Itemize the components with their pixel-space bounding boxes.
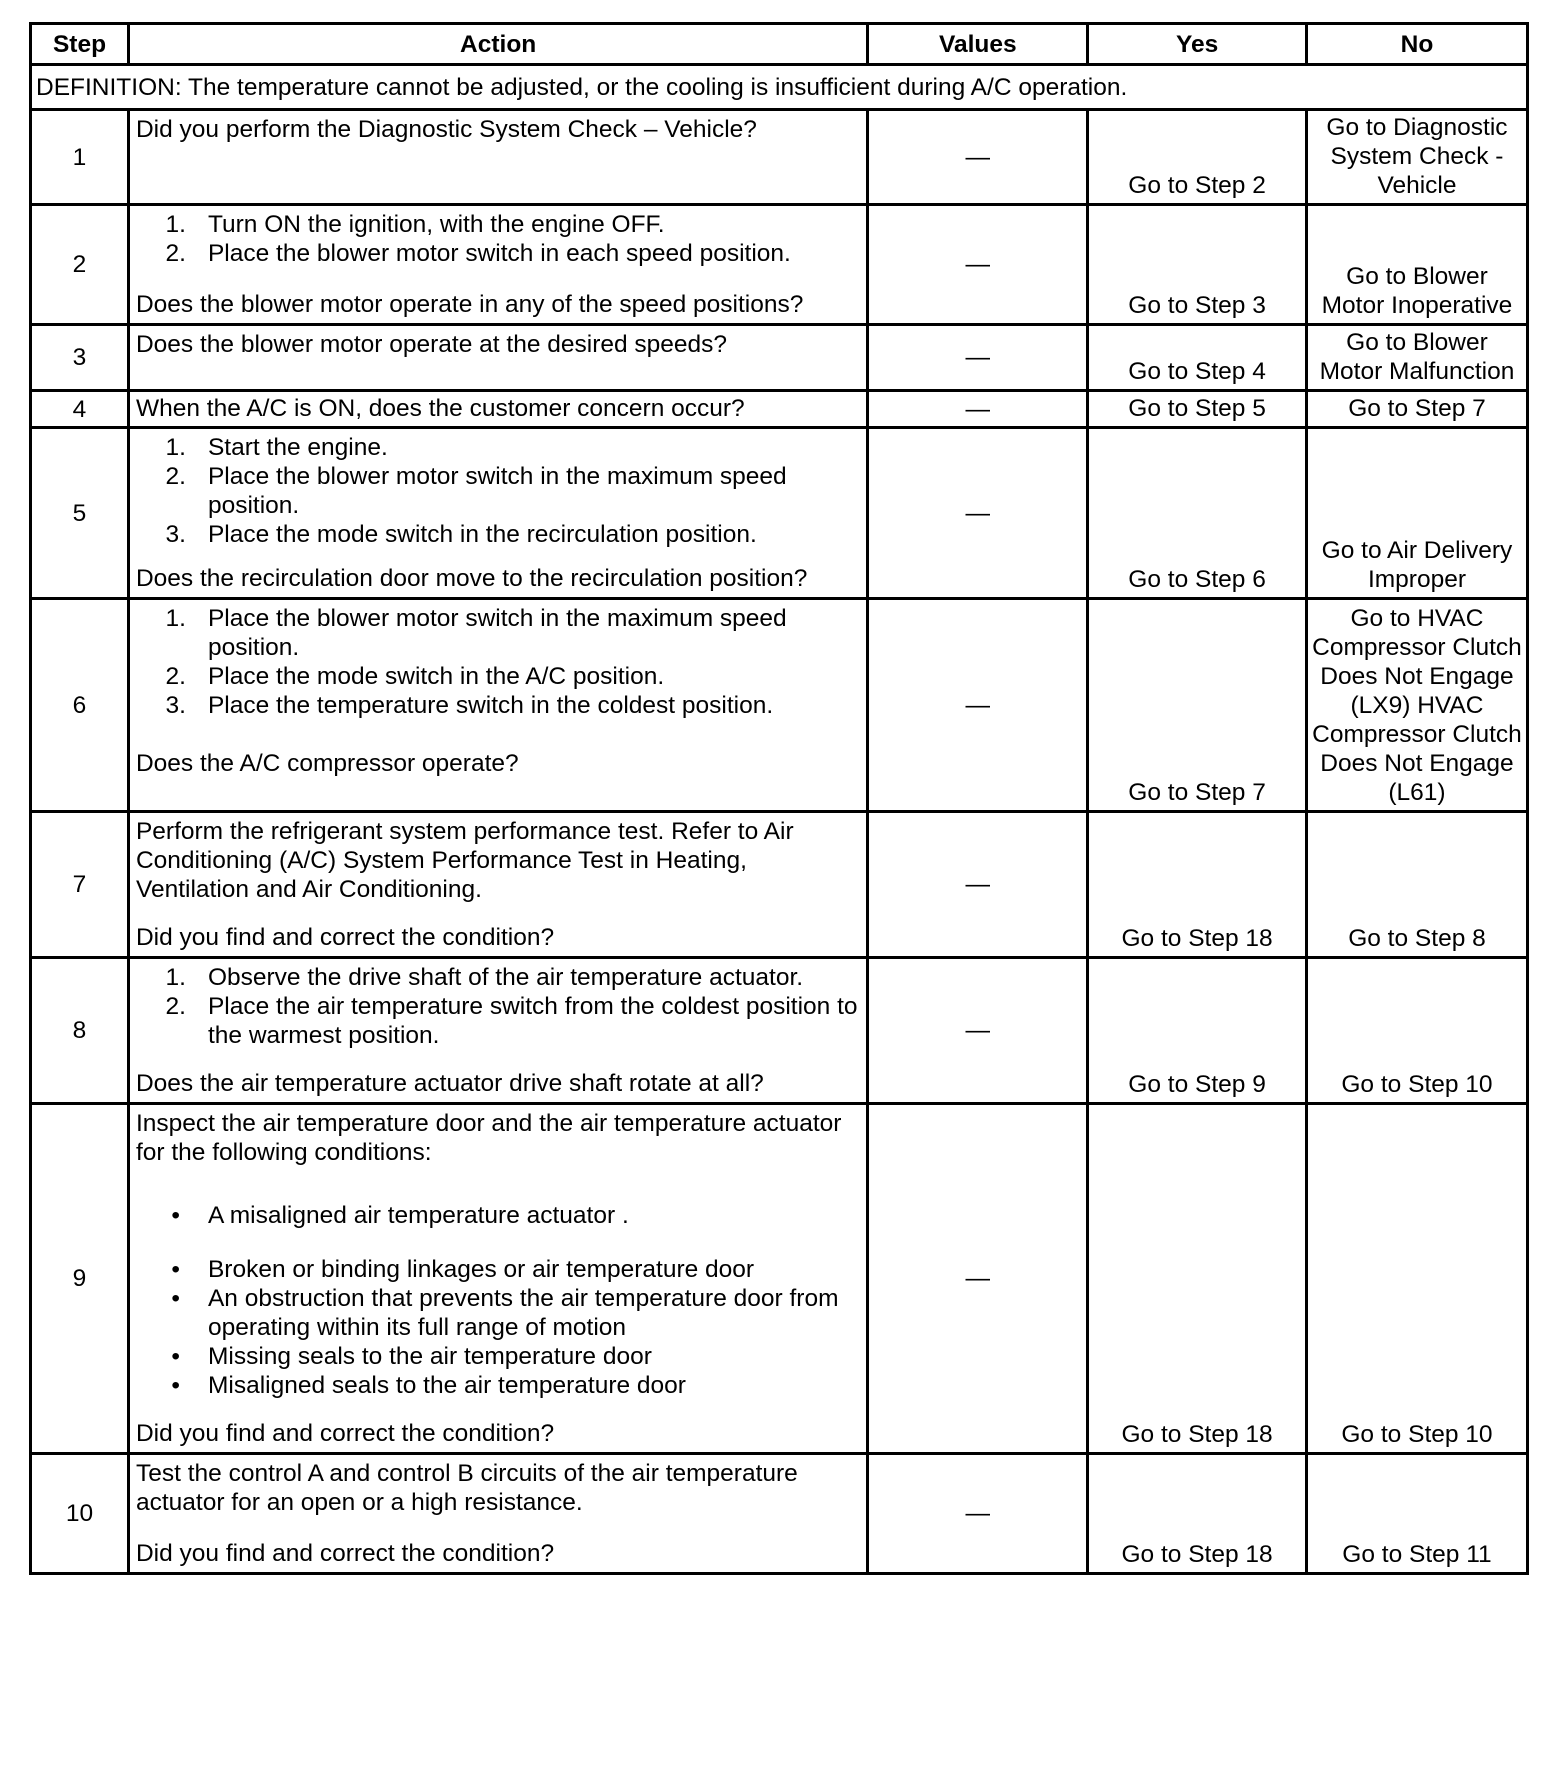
diagnostic-table — [29, 22, 1529, 1575]
values-cell: — — [868, 1454, 1088, 1574]
action-text: Did you perform the Diagnostic System Check – Vehicle? — [135, 116, 757, 143]
step-number: 7 — [31, 812, 129, 958]
yes-cell: Go to Step 5 — [1088, 391, 1307, 428]
header-step: Step — [31, 24, 129, 65]
list-item: 1. Start the engine. — [165, 434, 388, 461]
yes-cell: Go to Step 9 — [1088, 958, 1307, 1104]
list-item: 2. Place the blower motor switch in the maximum speed position. — [165, 463, 787, 519]
no-cell: Go to Step 7 — [1306, 391, 1527, 428]
values-cell: — — [868, 599, 1088, 812]
action-text: When the A/C is ON, does the customer concern occur? — [135, 395, 745, 422]
step-number: 8 — [31, 958, 129, 1104]
values-cell: — — [868, 391, 1088, 428]
action-cell — [128, 325, 867, 391]
header-yes: Yes — [1088, 24, 1307, 65]
definition-text: DEFINITION: The temperature cannot be adjusted, or the cooling is insufficient during A/C operation. — [31, 65, 1528, 110]
condition-list — [136, 1201, 860, 1400]
table-row — [31, 110, 1528, 205]
no-cell: Go to Step 10 — [1306, 958, 1527, 1104]
step-number: 4 — [31, 391, 129, 428]
step-number: 10 — [31, 1454, 129, 1574]
yes-cell: Go to Step 3 — [1088, 205, 1307, 325]
values-cell: — — [868, 110, 1088, 205]
action-question: Does the recirculation door move to the recirculation position? — [135, 565, 808, 592]
no-cell: Go to Air Delivery Improper — [1306, 428, 1527, 599]
header-values: Values — [868, 24, 1088, 65]
table-row — [31, 428, 1528, 599]
yes-cell: Go to Step 4 — [1088, 325, 1307, 391]
step-number: 5 — [31, 428, 129, 599]
values-cell: — — [868, 428, 1088, 599]
action-cell — [128, 205, 867, 325]
action-text: Does the blower motor operate at the desired speeds? — [135, 331, 728, 358]
header-row — [31, 24, 1528, 65]
diagnostic-page — [29, 22, 1529, 1575]
action-cell — [128, 1454, 867, 1574]
action-cell — [128, 958, 867, 1104]
values-cell: — — [868, 325, 1088, 391]
list-item: 1. Observe the drive shaft of the air temperature actuator. — [165, 964, 804, 991]
table-row — [31, 1454, 1528, 1574]
table-row — [31, 391, 1528, 428]
action-text: Test the control A and control B circuits of the air temperature actuator for an open or a high resistance. — [135, 1460, 798, 1516]
no-cell: Go to Step 8 — [1306, 812, 1527, 958]
table-row — [31, 325, 1528, 391]
no-cell: Go to Blower Motor Inoperative — [1306, 205, 1527, 325]
table-row — [31, 599, 1528, 812]
action-question: Did you find and correct the condition? — [135, 1540, 555, 1567]
action-text: Perform the refrigerant system performance test. Refer to Air Conditioning (A/C) System Performance Test in Heating, Ventilation and Air Conditioning. — [135, 818, 794, 903]
list-item: 2. Place the mode switch in the A/C position. — [165, 663, 665, 690]
values-cell: — — [868, 812, 1088, 958]
table-row — [31, 1104, 1528, 1454]
action-text: Inspect the air temperature door and the air temperature actuator for the following conditions: — [135, 1110, 842, 1166]
table-row — [31, 958, 1528, 1104]
yes-cell: Go to Step 6 — [1088, 428, 1307, 599]
step-number: 3 — [31, 325, 129, 391]
action-cell — [128, 428, 867, 599]
list-item: • A misaligned air temperature actuator . — [171, 1202, 629, 1229]
action-list — [136, 604, 860, 720]
action-cell — [128, 599, 867, 812]
action-cell — [128, 1104, 867, 1454]
action-question: Did you find and correct the condition? — [135, 924, 555, 951]
yes-cell: Go to Step 7 — [1088, 599, 1307, 812]
no-cell: Go to Diagnostic System Check - Vehicle — [1306, 110, 1527, 205]
list-item: 3. Place the temperature switch in the coldest position. — [165, 692, 774, 719]
values-cell: — — [868, 1104, 1088, 1454]
step-number: 6 — [31, 599, 129, 812]
values-cell: — — [868, 958, 1088, 1104]
step-number: 2 — [31, 205, 129, 325]
table-row — [31, 812, 1528, 958]
step-number: 1 — [31, 110, 129, 205]
values-cell: — — [868, 205, 1088, 325]
list-item: • Broken or binding linkages or air temperature door — [171, 1256, 755, 1283]
header-no: No — [1306, 24, 1527, 65]
no-cell: Go to Blower Motor Malfunction — [1306, 325, 1527, 391]
definition-row — [31, 65, 1528, 110]
list-item: • Misaligned seals to the air temperature door — [171, 1372, 686, 1399]
step-number: 9 — [31, 1104, 129, 1454]
no-cell: Go to HVAC Compressor Clutch Does Not Engage (LX9) HVAC Compressor Clutch Does Not Engage (L61) — [1306, 599, 1527, 812]
action-question: Did you find and correct the condition? — [135, 1420, 555, 1447]
action-question: Does the air temperature actuator drive shaft rotate at all? — [135, 1070, 764, 1097]
action-list — [136, 210, 860, 268]
action-list — [136, 963, 860, 1050]
list-item: 2. Place the air temperature switch from the coldest position to the warmest position. — [165, 993, 858, 1049]
action-cell — [128, 110, 867, 205]
yes-cell: Go to Step 18 — [1088, 1104, 1307, 1454]
yes-cell: Go to Step 2 — [1088, 110, 1307, 205]
no-cell: Go to Step 11 — [1306, 1454, 1527, 1574]
list-item: 1. Place the blower motor switch in the maximum speed position. — [165, 605, 787, 661]
no-cell: Go to Step 10 — [1306, 1104, 1527, 1454]
yes-cell: Go to Step 18 — [1088, 812, 1307, 958]
list-item: 2. Place the blower motor switch in each speed position. — [165, 240, 791, 267]
list-item: • Missing seals to the air temperature door — [171, 1343, 652, 1370]
yes-cell: Go to Step 18 — [1088, 1454, 1307, 1574]
list-item: 1. Turn ON the ignition, with the engine OFF. — [165, 211, 665, 238]
header-action: Action — [128, 24, 867, 65]
list-item: • An obstruction that prevents the air temperature door from operating within its full range of motion — [171, 1285, 839, 1341]
action-question: Does the blower motor operate in any of the speed positions? — [135, 291, 804, 318]
list-item: 3. Place the mode switch in the recirculation position. — [165, 521, 757, 548]
action-list — [136, 433, 860, 549]
table-row — [31, 205, 1528, 325]
action-cell — [128, 391, 867, 428]
action-cell — [128, 812, 867, 958]
action-question: Does the A/C compressor operate? — [135, 750, 519, 777]
